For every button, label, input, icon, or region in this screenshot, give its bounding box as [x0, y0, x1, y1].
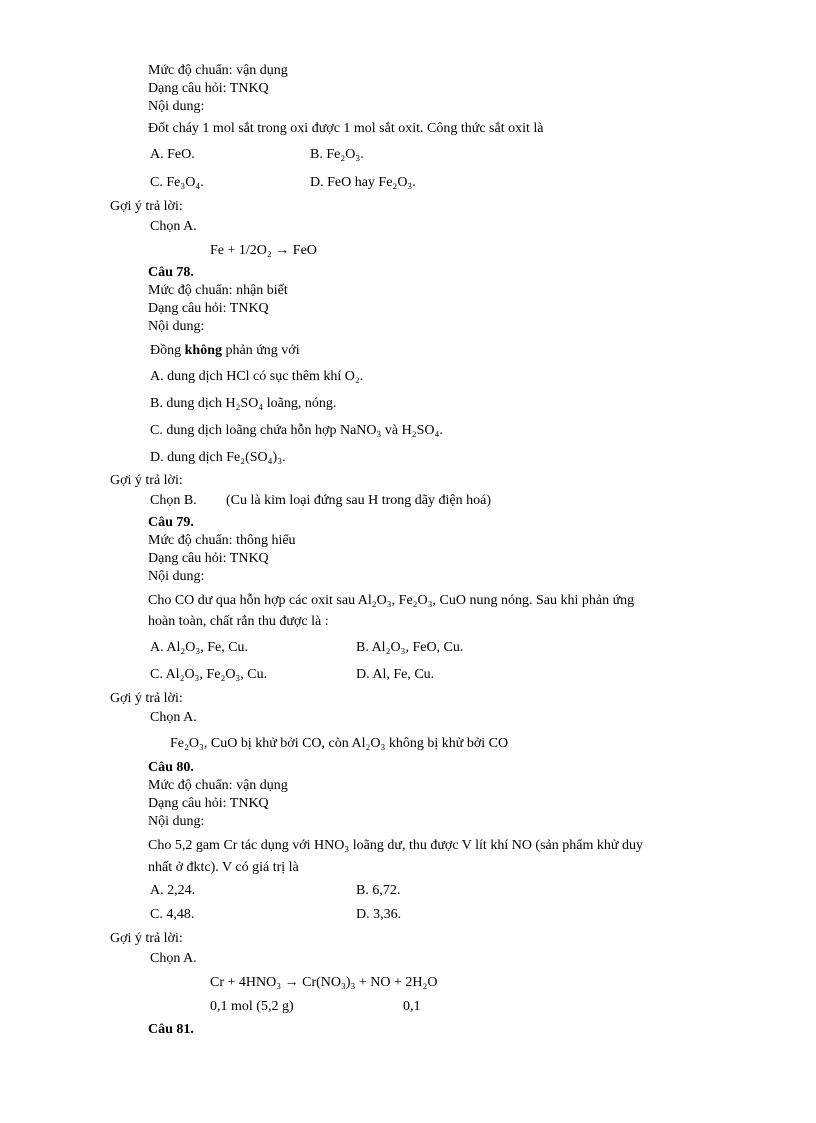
q77-question: Đốt cháy 1 mol sắt trong oxi được 1 mol sắt oxit. Công thức sắt oxit là — [148, 121, 544, 136]
q77-answer: Chọn A. — [150, 219, 197, 234]
q80-hint-label: Gợi ý trả lời: — [110, 931, 183, 946]
q80-type: Dạng câu hỏi: TNKQ — [148, 796, 269, 811]
q77-level: Mức độ chuẩn: vận dụng — [148, 63, 288, 78]
q79-option-c: C. Al₂O₃, Fe₂O₃, Cu. — [150, 667, 268, 682]
q77-equation: Fe + 1/2O₂ → FeO — [210, 243, 317, 258]
q80-question-line2: nhất ở đktc). V có giá trị là — [148, 860, 299, 875]
q77-option-a: A. FeO. — [150, 147, 195, 162]
q77-option-c: C. Fe₃O₄. — [150, 175, 204, 190]
q80-option-d: D. 3,36. — [356, 907, 402, 922]
q79-level: Mức độ chuẩn: thông hiểu — [148, 533, 296, 548]
q79-question-line1: Cho CO dư qua hỗn hợp các oxit sau Al₂O₃, Fe₂O₃, CuO nung nóng. Sau khi phản ứng — [148, 593, 635, 608]
q78-answer: Chọn B. — [150, 493, 197, 508]
q79-question-line2: hoàn toàn, chất rắn thu được là : — [148, 614, 329, 629]
q80-question-line1: Cho 5,2 gam Cr tác dụng với HNO₃ loãng dư, thu được V lít khí NO (sản phẩm khử duy — [148, 838, 643, 853]
q78-question-pre: Đồng — [150, 343, 185, 358]
q78-hint-label: Gợi ý trả lời: — [110, 473, 183, 488]
q79-title: Câu 79. — [148, 515, 194, 530]
q80-equation: Cr + 4HNO₃ → Cr(NO₃)₃ + NO + 2H₂O — [210, 975, 438, 990]
q79-type: Dạng câu hỏi: TNKQ — [148, 551, 269, 566]
q80-title: Câu 80. — [148, 760, 194, 775]
q78-explanation: (Cu là kim loại đứng sau H trong dãy điện hoá) — [226, 493, 491, 508]
q78-level: Mức độ chuẩn: nhận biết — [148, 283, 288, 298]
q77-option-b: B. Fe₂O₃. — [310, 147, 364, 162]
q77-type: Dạng câu hỏi: TNKQ — [148, 81, 269, 96]
q79-answer: Chọn A. — [150, 710, 197, 725]
q79-option-d: D. Al, Fe, Cu. — [356, 667, 435, 682]
q80-option-c: C. 4,48. — [150, 907, 195, 922]
q80-answer: Chọn A. — [150, 951, 197, 966]
q77-content-label: Nội dung: — [148, 99, 205, 114]
q80-content-label: Nội dung: — [148, 814, 205, 829]
q80-stoich-left: 0,1 mol (5,2 g) — [210, 999, 294, 1014]
q78-content-label: Nội dung: — [148, 319, 205, 334]
q79-option-b: B. Al₂O₃, FeO, Cu. — [356, 640, 464, 655]
q77-hint-label: Gợi ý trả lời: — [110, 199, 183, 214]
q78-option-c: C. dung dịch loãng chứa hỗn hợp NaNO₃ và H₂SO₄. — [150, 423, 443, 438]
q79-content-label: Nội dung: — [148, 569, 205, 584]
q78-question-post: phản ứng với — [221, 343, 300, 358]
q77-option-d: D. FeO hay Fe₂O₃. — [310, 175, 416, 190]
q78-option-a: A. dung dịch HCl có sục thêm khí O₂. — [150, 369, 364, 384]
q78-question — [150, 342, 300, 360]
q78-option-b: B. dung dịch H₂SO₄ loãng, nóng. — [150, 396, 337, 411]
q79-explanation: Fe₂O₃, CuO bị khử bởi CO, còn Al₂O₃ không bị khử bởi CO — [170, 736, 509, 751]
q80-stoich-right: 0,1 — [403, 999, 421, 1014]
q79-hint-label: Gợi ý trả lời: — [110, 691, 183, 706]
q78-question-emphasis: không — [184, 343, 222, 358]
q78-type: Dạng câu hỏi: TNKQ — [148, 301, 269, 316]
q79-option-a: A. Al₂O₃, Fe, Cu. — [150, 640, 249, 655]
q78-title: Câu 78. — [148, 265, 194, 280]
q80-level: Mức độ chuẩn: vận dụng — [148, 778, 288, 793]
q80-option-b: B. 6,72. — [356, 883, 401, 898]
q78-option-d: D. dung dịch Fe₂(SO₄)₃. — [150, 450, 286, 465]
q80-option-a: A. 2,24. — [150, 883, 196, 898]
q81-title: Câu 81. — [148, 1022, 194, 1037]
